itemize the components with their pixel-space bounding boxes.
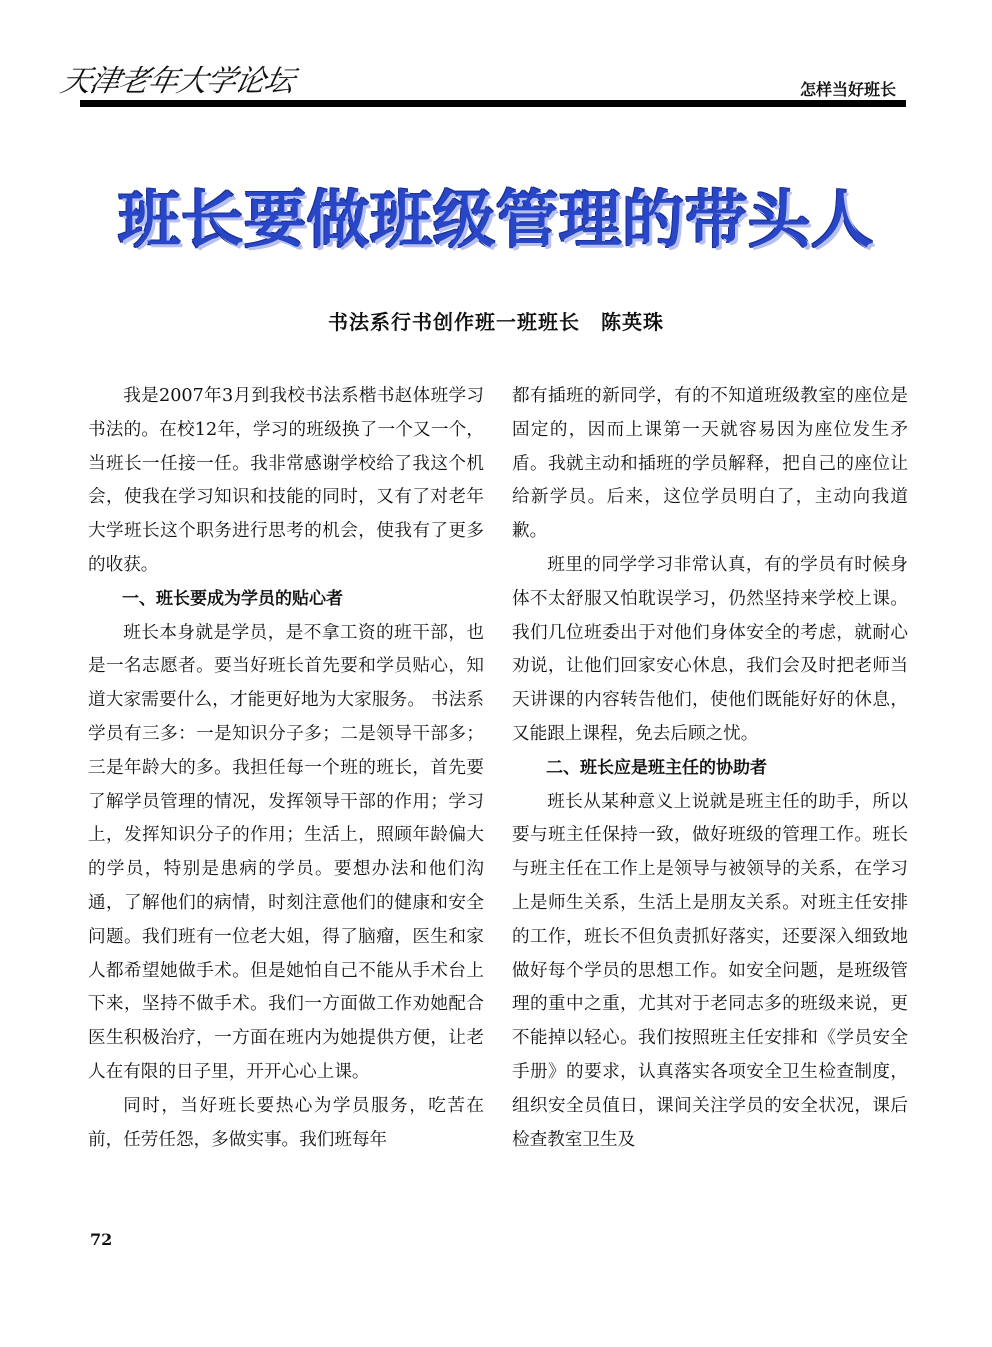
paragraph: 班长从某种意义上说就是班主任的助手，所以要与班主任保持一致，做好班级的管理工作。班长与班主任在工作上是领导与被领导的关系，在学习上是师生关系，生活上是朋友关系。对班主任安排的工作，班长不但负责抓好落实，还要深入细致地做好每个学员的思想工作。如安全问题，是班级管理的重中之重，尤其对于老同志多的班级来说，更不能掉以轻心。我们按照班主任安排和《学员安全手册》的要求，认真落实各项安全卫生检查制度，组织安全员值日，课间关注学员的安全状况，课后检查教室卫生及 <box>512 791 908 1150</box>
article-title: 班长要做班级管理的带头人 <box>117 183 874 256</box>
right-column <box>512 380 908 1157</box>
section-title: 怎样当好班长 <box>799 80 896 99</box>
header-rule <box>80 100 906 107</box>
paragraph: 都有插班的新同学，有的不知道班级教室的座位是固定的，因而上课第一天就容易因为座位发生矛盾。我就主动和插班的学员解释，把自己的座位让给新学员。后来，这位学员明白了，主动向我道歉。 <box>512 386 908 542</box>
paragraph: 同时，当好班长要热心为学员服务，吃苦在前，任劳任怨，多做实事。我们班每年 <box>88 1095 484 1150</box>
paragraph: 班长本身就是学员，是不拿工资的班干部，也是一名志愿者。要当好班长首先要和学员贴心，知道大家需要什么，才能更好地为大家服务。 书法系学员有三多：一是知识分子多；二是领导干部多；三是年龄大的多。我担任每一个班的班长，首先要了解学员管理的情况，发挥领导干部的作用；学习上，发挥知识分子的作用；生活上，照顾年龄偏大的学员，特别是患病的学员。要想办法和他们沟通，了解他们的病情，时刻注意他们的健康和安全问题。我们班有一位老大姐，得了脑瘤，医生和家人都希望她做手术。但是她怕自己不能从手术台上下来，坚持不做手术。我们一方面做工作劝她配合医生积极治疗，一方面在班内为她提供方便，让老人在有限的日子里，开开心心上课。 <box>88 622 484 1082</box>
page-number: 72 <box>90 1230 113 1249</box>
paragraph: 班里的同学学习非常认真，有的学员有时候身体不太舒服又怕耽误学习，仍然坚持来学校上课。我们几位班委出于对他们身体安全的考虑，就耐心劝说，让他们回家安心休息，我们会及时把老师当天讲课的内容转告他们，使他们既能好好的休息，又能跟上课程，免去后顾之忧。 <box>512 554 908 744</box>
left-column <box>88 380 484 1157</box>
article-byline: 书法系行书创作班一班班长 陈英珠 <box>328 310 664 334</box>
paragraph: 我是2007年3月到我校书法系楷书赵体班学习书法的。在校12年，学习的班级换了一个又一个，当班长一任接一任。我非常感谢学校给了我这个机会，使我在学习知识和技能的同时，又有了对老年大学班长这个职务进行思考的机会，使我有了更多的收获。 <box>88 386 484 575</box>
section-heading: 二、班长应是班主任的协助者 <box>546 757 767 778</box>
journal-logo: 天津老年大学论坛 <box>57 64 297 99</box>
section-heading: 一、班长要成为学员的贴心者 <box>122 588 343 609</box>
